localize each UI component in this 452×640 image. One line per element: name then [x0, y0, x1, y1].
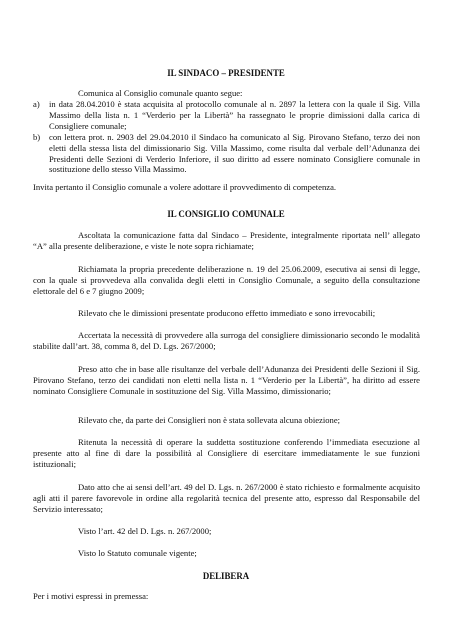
paragraph-visto-statuto: Visto lo Statuto comunale vigente; [78, 548, 197, 558]
paragraph-rilevato-obiezione: Rilevato che, da parte dei Consiglieri non è stata sollevata alcuna obiezione; [78, 415, 341, 425]
list-marker: a) [33, 99, 40, 109]
list-item-a [33, 99, 420, 132]
list-item-text: in data 28.04.2010 è stata acquisita al protocollo comunale al n. 2897 la lettera con la quale il Sig. Villa Massimo della lista n. 1 “Verderio per la Libertà” ha rassegnato le proprie dimissioni dalla carica di Consigliere comunale; [49, 99, 420, 131]
paragraph-ascoltata: Ascoltata la comunicazione fatta dal Sindaco – Presidente, integralmente riportata nell’ allegato “A” alla presente deliberazione, e viste le note sopra richiamate; [33, 230, 420, 251]
closing-line: Per i motivi espressi in premessa: [33, 591, 149, 601]
item-list [33, 99, 420, 175]
list-item-text: con lettera prot. n. 2903 del 29.04.2010 il Sindaco ha comunicato al Sig. Pirovano Stefano, terzo dei non eletti della stessa lista del dimissionario Sig. Villa Massimo, come risulta dal verbale dell’Adunanza dei Presidenti delle Sezioni di Verderio Inferiore, il suo diritto ad essere nominato Consigliere comunale in sostituzione dello stesso Villa Massimo. [49, 131, 420, 175]
list-marker: b) [33, 131, 41, 142]
paragraph-ritenuta: Ritenuta la necessità di operare la suddetta sostituzione conferendo l’immediata esecuzione al presente atto al fine di dare la possibilità al Consigliere di esercitare immediatamente le sue funzioni istituzionali; [33, 437, 420, 469]
comunica-line: Comunica al Consiglio comunale quanto segue: [78, 88, 243, 98]
heading-delibera: DELIBERA [202, 571, 250, 581]
invita-paragraph: Invita pertanto il Consiglio comunale a volere adottare il provvedimento di competenza. [33, 182, 337, 192]
heading-consiglio-comunale: IL CONSIGLIO COMUNALE [167, 209, 285, 219]
paragraph-accertata: Accertata la necessità di provvedere alla surroga del consigliere dimissionario secondo le modalità stabilite dall’art. 38, comma 8, del D. Lgs. 267/2000; [33, 330, 420, 351]
list-item-b [33, 132, 420, 176]
paragraph-visto-art: Visto l’art. 42 del D. Lgs. n. 267/2000; [78, 526, 212, 536]
heading-sindaco-presidente: IL SINDACO – PRESIDENTE [167, 68, 285, 78]
paragraph-preso-atto: Preso atto che in base alle risultanze del verbale dell’Adunanza dei Presidenti delle Sezioni il Sig. Pirovano Stefano, terzo dei candidati non eletti nella lista n. 1 “Verderio per la Libertà”, ha diritto ad essere nominato Consigliere Comunale in sostituzione del Sig. Villa Massimo, dimissionario; [33, 364, 420, 396]
paragraph-dato-atto: Dato atto che ai sensi dell’art. 49 del D. Lgs. n. 267/2000 è stato richiesto e formalmente acquisito agli atti il parere favorevole in ordine alla regolarità tecnica del presente atto, espresso dal Responsabile del Servizio interessato; [33, 482, 420, 514]
paragraph-rilevato-dimissioni: Rilevato che le dimissioni presentate producono effetto immediato e sono irrevocabili; [78, 308, 376, 318]
paragraph-richiamata: Richiamata la propria precedente deliberazione n. 19 del 25.06.2009, esecutiva ai sensi di legge, con la quale si provvedeva alla convalida degli eletti in Consiglio Comunale, a seguito della consultazione elettorale del 6 e 7 giugno 2009; [33, 264, 420, 296]
